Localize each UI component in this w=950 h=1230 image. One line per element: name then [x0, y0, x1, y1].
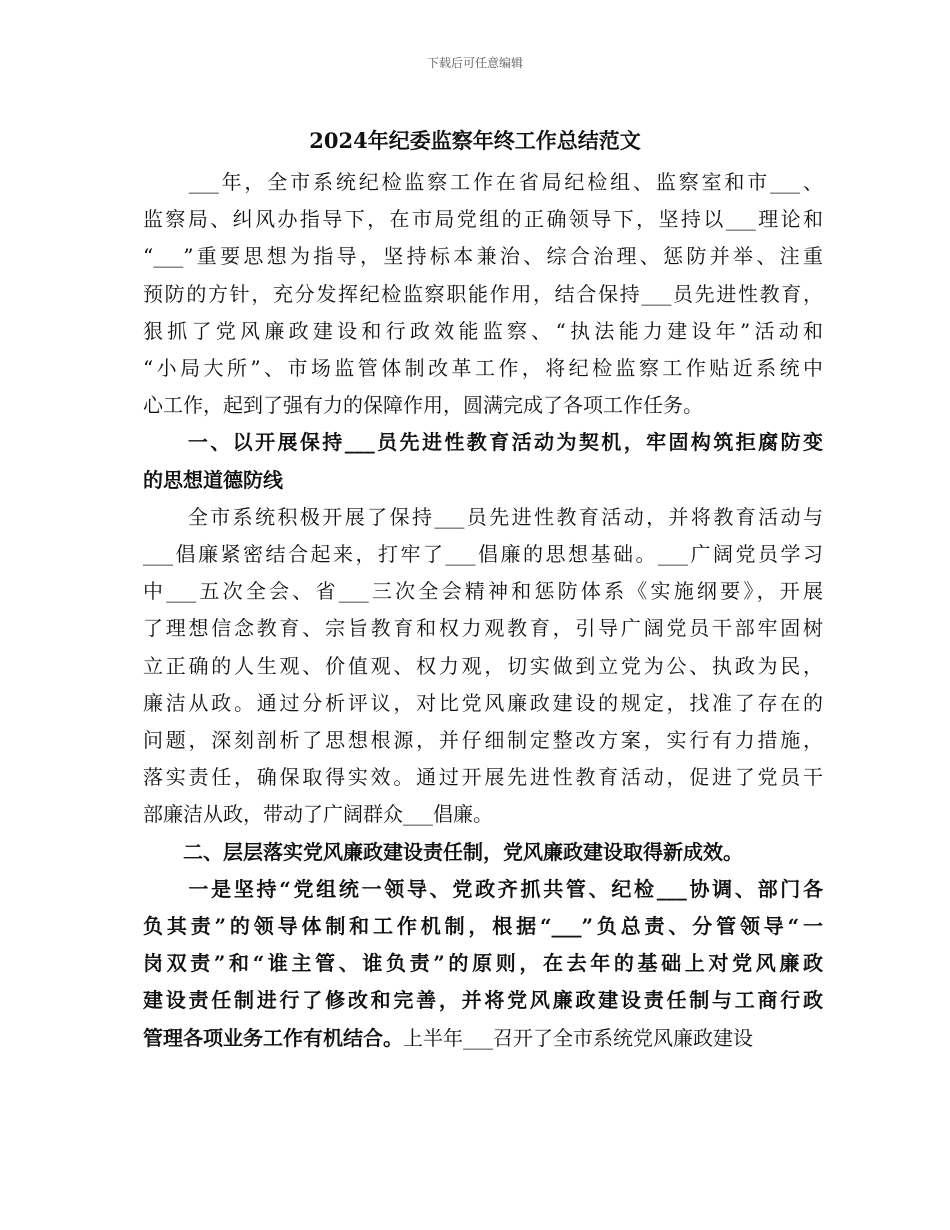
body-line-text: 二、层层落实党风廉政建设责任制，党风廉政建设取得新成效。 — [143, 839, 743, 864]
body-line-text: 问题，深刻剖析了思想根源，并仔细制定整改方案，实行有力措施， — [143, 728, 823, 752]
body-line — [143, 614, 823, 642]
body-line — [143, 652, 823, 680]
body-line — [143, 838, 823, 866]
body-line — [143, 242, 823, 270]
body-line-text: 一是坚持“党组统一领导、党政齐抓共管、纪检___协调、部门各 — [143, 876, 823, 901]
body-line — [143, 689, 823, 717]
body-line-text: 负其责”的领导体制和工作机制，根据“___”负总责、分管领导“一 — [143, 914, 823, 938]
body-line-text: 管理各项业务工作有机结合。 — [143, 1025, 403, 1050]
body-line — [143, 986, 823, 1014]
body-line-text: 建设责任制进行了修改和完善，并将党风廉政建设责任制与工商行政 — [143, 988, 823, 1013]
body-line-text: 落实责任，确保取得实效。通过开展先进性教育活动，促进了党员干 — [143, 765, 823, 790]
body-line — [143, 280, 823, 308]
body-line-text: 监察局、纠风办指导下，在市局党组的正确领导下，坚持以___理论和 — [143, 207, 823, 232]
body-line — [143, 726, 823, 754]
body-line-text: 立正确的人生观、价值观、权力观，切实做到立党为公、执政为民， — [143, 653, 823, 678]
body-line — [143, 949, 823, 977]
body-line-text: ___年，全市系统纪检监察工作在省局纪检组、监察室和市___、 — [143, 170, 823, 194]
body-line — [143, 1024, 823, 1052]
body-line — [143, 428, 823, 456]
body-line-text: 的思想道德防线 — [143, 467, 283, 492]
body-line — [143, 317, 823, 345]
body-line — [143, 540, 823, 568]
body-line-text: 廉洁从政。通过分析评议，对比党风廉政建设的规定，找准了存在的 — [143, 690, 823, 715]
body-line-text: 狠抓了党风廉政建设和行政效能监察、“执法能力建设年”活动和 — [143, 318, 823, 343]
body-line-text: 全市系统积极开展了保持___员先进性教育活动，并将教育活动与 — [143, 504, 823, 529]
body-line-text: 预防的方针，充分发挥纪检监察职能作用，结合保持___员先进性教育， — [143, 281, 823, 306]
body-line — [143, 503, 823, 531]
body-line — [143, 354, 823, 382]
body-line-text: 岗双责”和“谁主管、谁负责”的原则，在去年的基础上对党风廉政 — [143, 951, 823, 976]
body-line — [143, 912, 823, 940]
body-line-tail-text: 上半年___召开了全市系统党风廉政建设 — [403, 1025, 753, 1050]
body-line-text: 部廉洁从政，带动了广阔群众___倡廉。 — [143, 802, 493, 827]
body-line — [143, 205, 823, 233]
body-line — [143, 391, 823, 419]
body-line — [143, 577, 823, 605]
body-line — [143, 466, 823, 494]
body-line — [143, 168, 823, 196]
body-line-text: 了理想信念教育、宗旨教育和权力观教育，引导广阔党员干部牢固树 — [143, 616, 823, 641]
body-line-text: “小局大所”、市场监管体制改革工作，将纪检监察工作贴近系统中 — [143, 356, 823, 380]
document-title: 2024年纪委监察年终工作总结范文 — [309, 128, 641, 153]
body-line — [143, 875, 823, 903]
body-line-text: 中___五次全会、省___三次全会精神和惩防体系《实施纲要》，开展 — [143, 579, 823, 604]
page-header-note: 下载后可任意编辑 — [426, 56, 523, 70]
body-line — [143, 763, 823, 791]
body-line-text: ___倡廉紧密结合起来，打牢了___倡廉的思想基础。___广阔党员学习 — [143, 542, 823, 566]
body-line-text: 心工作，起到了强有力的保障作用，圆满完成了各项工作任务。 — [143, 393, 703, 418]
body-line-text: 一、以开展保持___员先进性教育活动为契机，牢固构筑拒腐防变 — [143, 430, 823, 455]
body-line — [143, 800, 823, 828]
body-line-text: “___”重要思想为指导，坚持标本兼治、综合治理、惩防并举、注重 — [143, 244, 823, 269]
